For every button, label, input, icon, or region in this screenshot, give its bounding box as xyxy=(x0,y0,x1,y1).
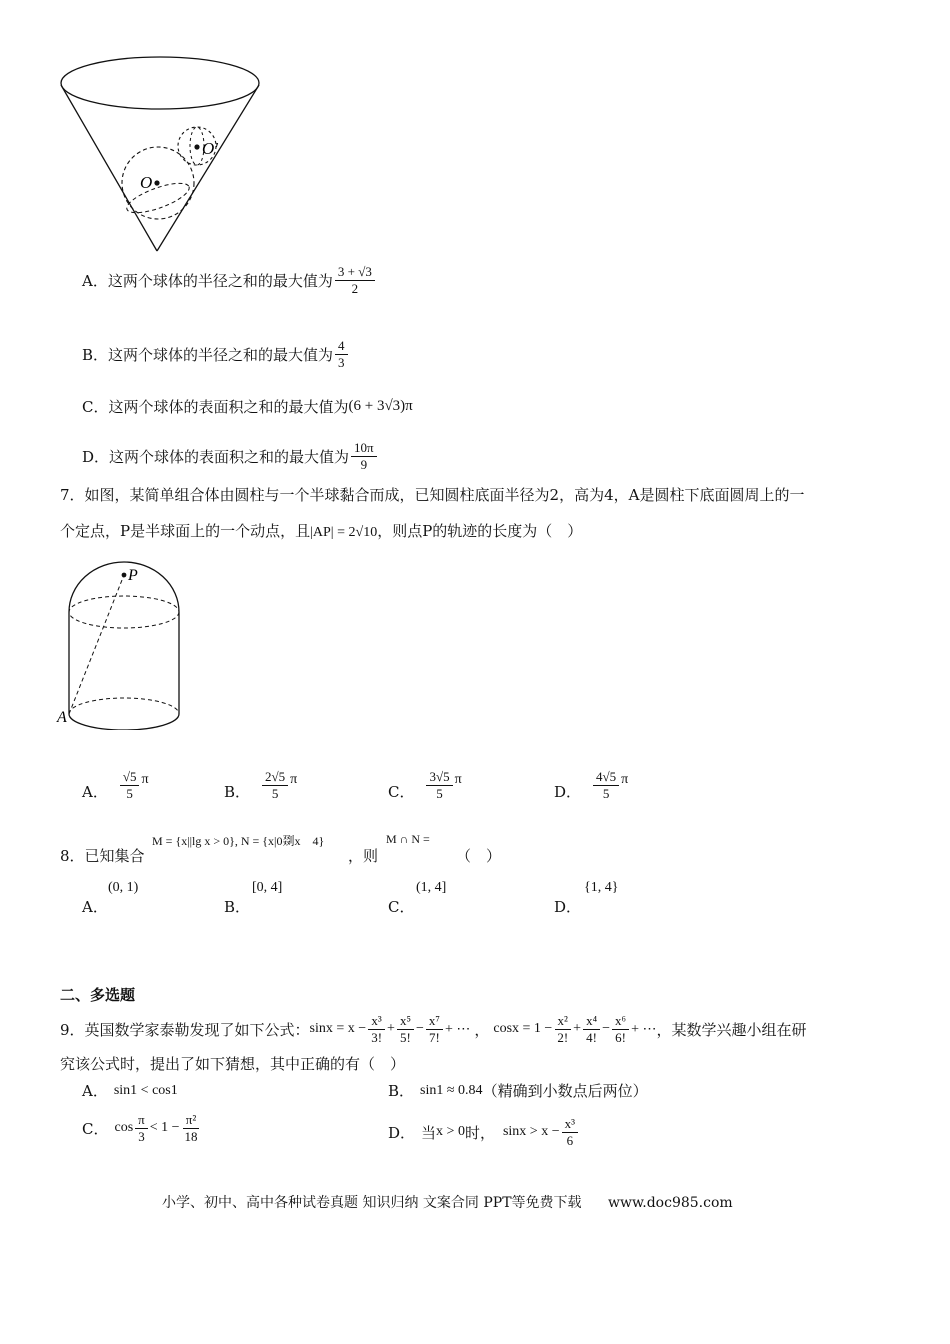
q8-option-a-value: (0, 1) xyxy=(108,880,139,895)
fraction xyxy=(593,769,619,802)
q9-option-a xyxy=(82,1080,178,1101)
denominator: 2! xyxy=(557,1029,569,1045)
option-label: B． xyxy=(82,345,109,364)
q9-option-c xyxy=(82,1106,203,1150)
option-label: C． xyxy=(82,1119,109,1138)
denominator: 5 xyxy=(271,786,279,801)
option-label: D． xyxy=(554,783,582,801)
numerator: 10π xyxy=(351,440,377,457)
q8-option-b-value: [0, 4] xyxy=(252,880,283,895)
denominator: 9 xyxy=(360,456,368,472)
footer xyxy=(162,1192,733,1212)
q9-prefix: 9．英国数学家泰勒发现了如下公式： xyxy=(60,1020,310,1039)
q6-option-a xyxy=(82,262,377,298)
option-math: x > 0 xyxy=(436,1124,465,1139)
fraction xyxy=(426,1013,443,1046)
numerator: x³ xyxy=(368,1013,384,1030)
numerator: √5 xyxy=(120,769,140,786)
q6-option-b xyxy=(82,336,350,372)
fraction xyxy=(583,1013,600,1046)
q7-ap-math: |AP| = 2√10 xyxy=(310,525,378,540)
q8-intersection: M ∩ N = xyxy=(386,832,430,846)
label-o-prime: O' xyxy=(202,139,218,158)
option-math: sin1 ≈ 0.84 xyxy=(420,1082,483,1098)
denominator: 3 xyxy=(138,1128,145,1144)
label-a: A xyxy=(57,709,67,726)
q6-option-d xyxy=(82,438,379,474)
fraction xyxy=(120,769,140,802)
numerator: 4√5 xyxy=(593,769,619,786)
pi-suffix: π xyxy=(621,772,629,787)
q8-option-a-label: A． xyxy=(82,898,108,916)
numerator: x⁶ xyxy=(612,1013,629,1030)
option-label: D． xyxy=(82,447,110,466)
denominator: 2 xyxy=(351,280,359,296)
numerator: x² xyxy=(555,1013,571,1030)
option-math: sinx > x − xyxy=(502,1124,560,1139)
minus-sign: − xyxy=(415,1021,424,1036)
option-label: B． xyxy=(224,783,251,801)
cone-figure xyxy=(55,55,270,260)
label-o: O xyxy=(140,173,153,192)
option-label: A． xyxy=(82,1082,108,1100)
sin-lhs: sinx = x − xyxy=(309,1021,367,1036)
denominator: 5 xyxy=(602,786,610,801)
plus-sign: + xyxy=(573,1021,582,1036)
numerator: x⁷ xyxy=(426,1013,443,1030)
pi-suffix: π xyxy=(290,772,298,787)
numerator: 3√5 xyxy=(426,769,452,786)
footer-text: 小学、初中、高中各种试卷真题 知识归纳 文案合同 PPT等免费下载 xyxy=(162,1195,582,1211)
q7-option-d xyxy=(554,758,628,802)
numerator: 3 + √3 xyxy=(335,264,375,281)
denominator: 3 xyxy=(338,354,345,370)
fraction xyxy=(554,1013,571,1046)
minus-sign: − xyxy=(602,1021,611,1036)
q9-line2: 究该公式时，提出了如下猜想，其中正确的有（ ） xyxy=(60,1055,406,1073)
fraction xyxy=(351,440,377,473)
q7-option-a xyxy=(82,758,149,802)
fraction xyxy=(426,769,452,802)
option-text: 当 xyxy=(421,1123,437,1142)
q8-mid: ，则 xyxy=(348,847,379,865)
denominator: 6 xyxy=(566,1132,574,1148)
denominator: 5 xyxy=(126,786,133,801)
option-label: C． xyxy=(388,783,415,801)
cos-lhs: cosx = 1 − xyxy=(493,1021,553,1036)
denominator: 6! xyxy=(615,1029,626,1045)
q8-suffix: （ ） xyxy=(456,847,502,865)
option-text: 这两个球体的半径之和的最大值为 xyxy=(107,271,333,290)
series-tail: + ⋯ xyxy=(444,1021,471,1037)
option-label: C． xyxy=(82,397,109,416)
cylinder-figure xyxy=(55,560,195,730)
label-p: P xyxy=(128,567,138,584)
q9-option-d xyxy=(388,1112,580,1152)
option-label: A． xyxy=(82,271,108,290)
pi-suffix: π xyxy=(141,772,149,787)
option-note: （精确到小数点后两位） xyxy=(482,1082,648,1100)
denominator: 18 xyxy=(184,1128,198,1144)
option-label: D． xyxy=(388,1123,416,1142)
q7-option-c xyxy=(388,758,462,802)
numerator: x⁵ xyxy=(397,1013,414,1030)
q7-line2 xyxy=(60,520,582,541)
q7-text-b: ，则点P的轨迹的长度为（ ） xyxy=(377,522,583,540)
q9-option-b xyxy=(388,1080,648,1101)
q8-option-d-value: {1, 4} xyxy=(584,880,619,895)
q7-option-b xyxy=(224,758,297,802)
option-text: 时， xyxy=(464,1123,495,1142)
q9-line1 xyxy=(60,1008,806,1050)
option-text: 这两个球体的表面积之和的最大值为 xyxy=(109,447,350,466)
q7-line1: 7．如图，某简单组合体由圆柱与一个半球黏合而成，已知圆柱底面半径为2，高为4，A是圆柱下底面圆周上的一 xyxy=(60,486,805,504)
series-tail: + ⋯ xyxy=(631,1021,657,1037)
numerator: π xyxy=(135,1112,148,1129)
q9-after: ，某数学兴趣小组在研 xyxy=(656,1020,807,1039)
q6-option-c xyxy=(82,390,413,422)
option-text: 这两个球体的半径之和的最大值为 xyxy=(108,345,334,364)
q8-set-math: M = {x||lg x > 0}, N = {x|0剟x 4} xyxy=(152,834,325,848)
option-text: 这两个球体的表面积之和的最大值为 xyxy=(108,397,349,416)
q8-option-d-label: D． xyxy=(554,898,582,916)
fraction xyxy=(335,338,348,371)
denominator: 5! xyxy=(400,1029,411,1045)
numerator: 4 xyxy=(335,338,348,355)
fraction xyxy=(368,1013,385,1046)
numerator: x³ xyxy=(562,1116,578,1133)
q8-prefix: 8．已知集合 xyxy=(60,847,145,865)
plus-sign: + xyxy=(387,1021,395,1036)
separator: ， xyxy=(474,1020,490,1039)
option-label: B． xyxy=(388,1082,415,1100)
numerator: x⁴ xyxy=(583,1013,600,1030)
option-math: (6 + 3√3)π xyxy=(348,397,413,414)
q8-option-c-value: (1, 4] xyxy=(416,880,447,895)
fraction xyxy=(612,1013,629,1046)
option-label: A． xyxy=(82,783,108,801)
footer-link[interactable]: www.doc985.com xyxy=(607,1195,733,1211)
cos-text: cos xyxy=(114,1120,134,1135)
denominator: 7! xyxy=(428,1029,440,1045)
fraction xyxy=(335,264,375,297)
fraction xyxy=(262,769,288,802)
numerator: 2√5 xyxy=(262,769,288,786)
fraction xyxy=(397,1013,414,1046)
denominator: 5 xyxy=(436,786,443,801)
option-math: sin1 < cos1 xyxy=(113,1082,178,1098)
fraction xyxy=(562,1116,578,1149)
numerator: π² xyxy=(183,1112,199,1129)
q8-option-c-label: C． xyxy=(388,898,415,916)
denominator: 4! xyxy=(586,1029,597,1045)
comparison: < 1 − xyxy=(149,1120,180,1135)
q8-option-b-label: B． xyxy=(224,898,251,916)
section-heading: 二、多选题 xyxy=(60,986,136,1004)
q7-text-a: 个定点，P是半球面上的一个动点，且 xyxy=(60,522,311,540)
pi-suffix: π xyxy=(454,772,462,787)
fraction xyxy=(135,1112,148,1145)
denominator: 3! xyxy=(371,1029,383,1045)
fraction xyxy=(182,1112,201,1145)
